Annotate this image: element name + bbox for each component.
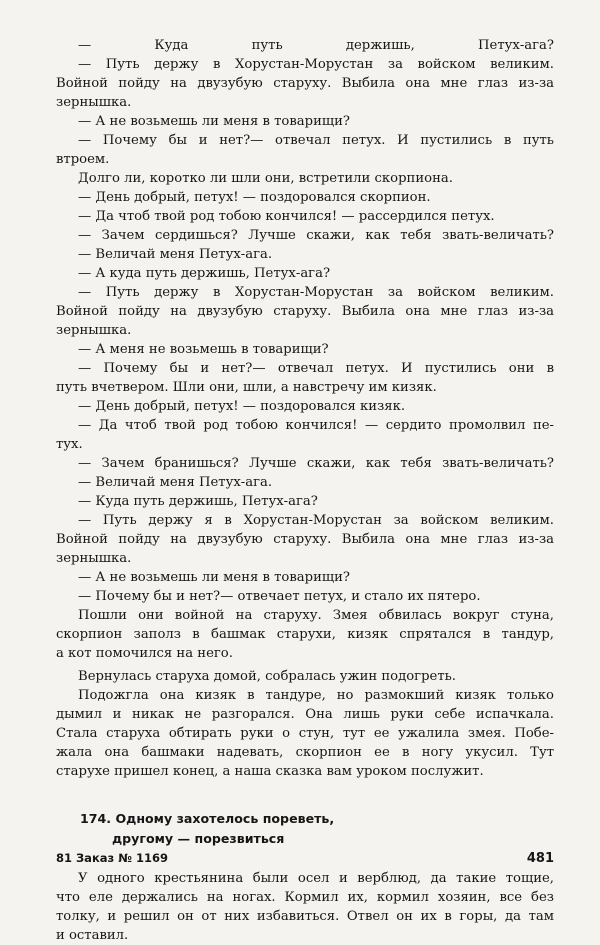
text-line: — День добрый, петух! — поздоровался кизяк. [78,399,406,414]
section-heading [56,809,554,849]
text-line: — Куда путь держишь, Петух-ага? [78,494,318,509]
text-line: — А не возьмешь ли меня в товарищи? [78,570,350,585]
text-line: — Да чтоб твой род тобою кончился! — рассердился петух. [78,209,495,224]
page-body [56,36,554,945]
text-line: — Путь держу в Хорустан-Морустан за войском великим. [78,57,554,72]
page-number: 481 [526,851,554,866]
text-line: старухе пришел конец, а наша сказка вам уроком послужит. [56,764,484,779]
text-line: У одного крестьянина были осел и верблюд, да такие тощие, [78,871,554,886]
text-line: — Да чтоб твой род тобою кончился! — сердито промолвил пе- [78,418,554,433]
story-block-3 [56,869,554,945]
text-line: — Путь держу я в Хорустан-Морустан за войском великим. [78,513,554,528]
text-line: зернышка. [56,95,132,110]
text-line: — А не возьмешь ли меня в товарищи? [78,114,350,129]
text-line: — Почему бы и нет?— отвечает петух, и стало их пятеро. [78,589,481,604]
text-line: Войной пойду на двузубую старуху. Выбила она мне глаз из-за [56,76,554,91]
heading-line-2: другому — порезвиться [112,831,285,846]
text-line: — Зачем сердишься? Лучше скажи, как тебя звать-величать? [78,228,554,243]
text-line: — Почему бы и нет?— отвечал петух. И пустились они в [78,361,554,376]
page-footer [56,851,554,871]
text-line: тух. [56,437,83,452]
text-line: Пошли они войной на старуху. Змея обвилась вокруг стуна, [78,608,554,623]
story-block-2 [56,667,554,781]
text-line: — Величай меня Петух-ага. [78,247,273,262]
text-line: жала она башмаки надевать, скорпион ее в ногу укусил. Тут [56,745,554,760]
text-line: — Величай меня Петух-ага. [78,475,273,490]
text-line: Долго ли, коротко ли шли они, встретили скорпиона. [78,171,453,186]
text-line: — Куда путь держишь, Петух-ага? [78,38,554,53]
text-line: дымил и никак не разгорался. Она лишь руки себе испачкала. [56,707,554,722]
text-line: — А меня не возьмешь в товарищи? [78,342,329,357]
text-line: Подожгла она кизяк в тандуре, но размокший кизяк только [78,688,554,703]
heading-line-1: 174. Одному захотелось пореветь, [80,811,335,826]
text-line: Войной пойду на двузубую старуху. Выбила она мне глаз из-за [56,532,554,547]
text-line: Вернулась старуха домой, собралась ужин подогреть. [78,669,456,684]
text-line: Войной пойду на двузубую старуху. Выбила она мне глаз из-за [56,304,554,319]
text-line: — Почему бы и нет?— отвечал петух. И пустились в путь [78,133,554,148]
text-line: зернышка. [56,323,132,338]
text-line: — Путь держу в Хорустан-Морустан за войском великим. [78,285,554,300]
text-line: — Зачем бранишься? Лучше скажи, как тебя звать-величать? [78,456,554,471]
text-line: — А куда путь держишь, Петух-ага? [78,266,331,281]
text-line: и оставил. [56,928,129,943]
text-line: что еле держались на ногах. Кормил их, кормил хозяин, все без [56,890,554,905]
text-line: — День добрый, петух! — поздоровался скорпион. [78,190,431,205]
text-line: путь вчетвером. Шли они, шли, а навстречу им кизяк. [56,380,437,395]
text-line: а кот помочился на него. [56,646,233,661]
story-block-1 [56,36,554,663]
text-line: втроем. [56,152,110,167]
text-line: скорпион заполз в башмак старухи, кизяк спрятался в тандур, [56,627,554,642]
text-line: толку, и решил он от них избавиться. Отвел он их в горы, да там [56,909,554,924]
printer-signature: 81 Заказ № 1169 [56,851,169,865]
text-line: Стала старуха обтирать руки о стун, тут ее ужалила змея. Побе- [56,726,554,741]
text-line: зернышка. [56,551,132,566]
